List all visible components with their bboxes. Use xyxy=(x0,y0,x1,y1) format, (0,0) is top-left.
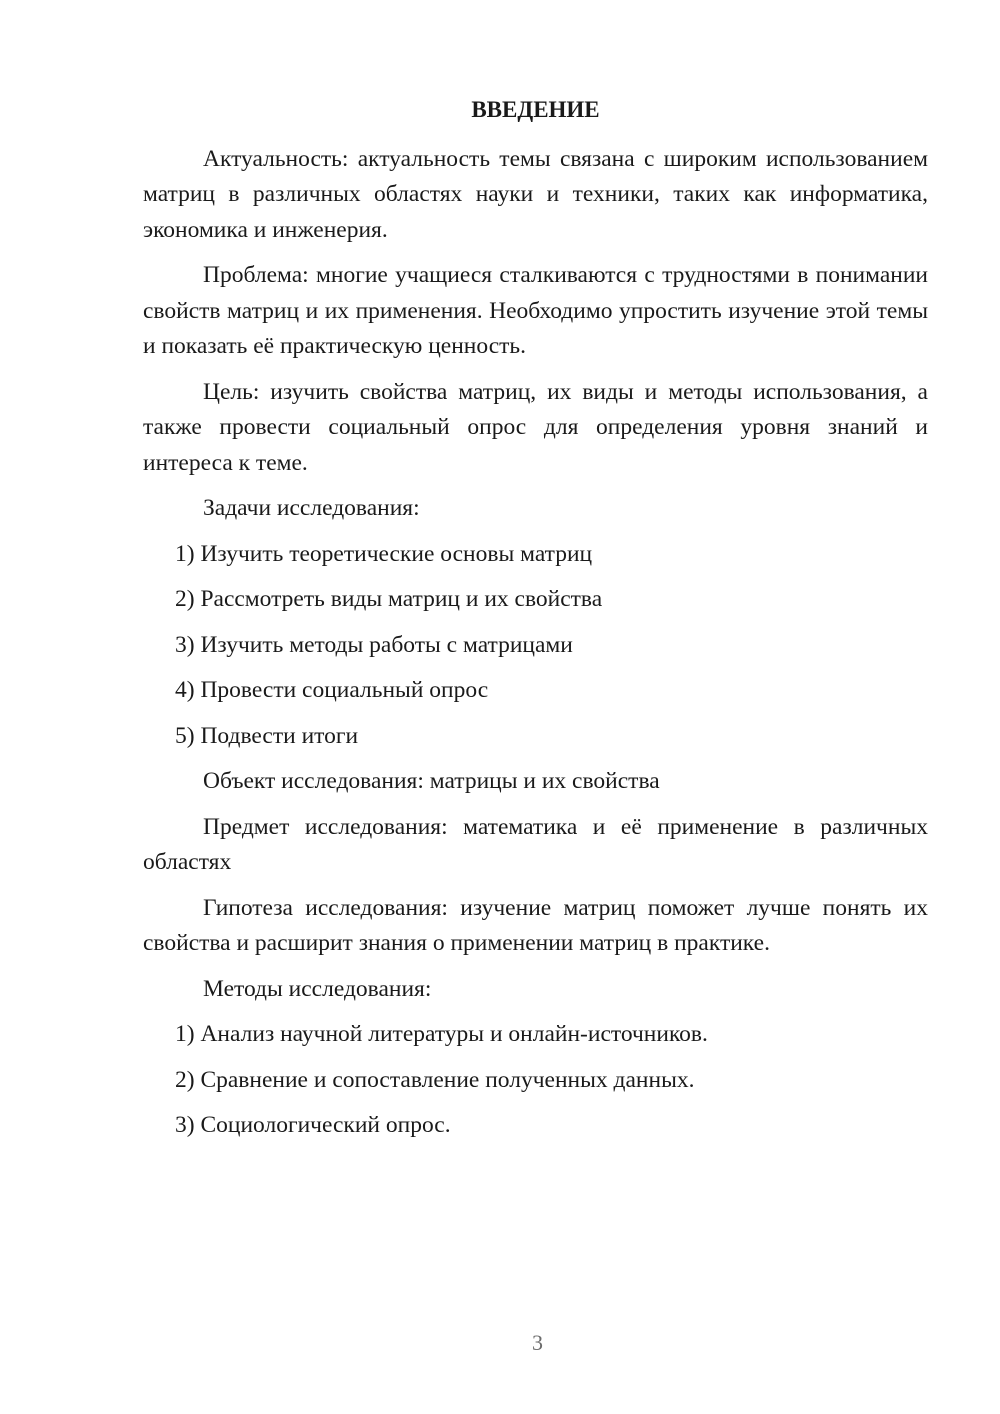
list-item: 2) Сравнение и сопоставление полученных данных. xyxy=(175,1066,695,1093)
document-page xyxy=(143,92,928,1154)
methods-list xyxy=(143,1017,928,1144)
list-item: 2) Рассмотреть виды матриц и их свойства xyxy=(175,586,603,612)
goal-paragraph: Цель: изучить свойства матриц, их виды и методы использования, а также провести социальный опрос для определения уровня знаний и интереса к теме. xyxy=(143,378,928,476)
list-item: 1) Изучить теоретические основы матриц xyxy=(175,540,593,567)
methods-label: Методы исследования: xyxy=(203,975,432,1002)
page-number: 3 xyxy=(532,1330,543,1355)
list-item: 3) Изучить методы работы с матрицами xyxy=(175,631,573,658)
list-item: 1) Анализ научной литературы и онлайн-источников. xyxy=(175,1021,708,1047)
list-item: 3) Социологический опрос. xyxy=(175,1112,451,1138)
list-item: 5) Подвести итоги xyxy=(175,722,359,749)
object-paragraph: Объект исследования: матрицы и их свойства xyxy=(203,768,660,794)
hypothesis-paragraph: Гипотеза исследования: изучение матриц поможет лучше понять их свойства и расширит знания о применении матриц в практике. xyxy=(143,894,928,956)
section-heading: ВВЕДЕНИЕ xyxy=(471,97,600,122)
tasks-label: Задачи исследования: xyxy=(203,495,420,521)
relevance-paragraph: Актуальность: актуальность темы связана с широким использованием матриц в различных областях науки и техники, таких как информатика, экономика и инженерия. xyxy=(143,145,928,243)
subject-paragraph: Предмет исследования: математика и её применение в различных областях xyxy=(143,813,928,875)
problem-paragraph: Проблема: многие учащиеся сталкиваются с трудностями в понимании свойств матриц и их применения. Необходимо упростить изучение этой темы и показать её практическую ценность. xyxy=(143,262,928,359)
tasks-list xyxy=(143,537,928,755)
list-item: 4) Провести социальный опрос xyxy=(175,677,489,703)
